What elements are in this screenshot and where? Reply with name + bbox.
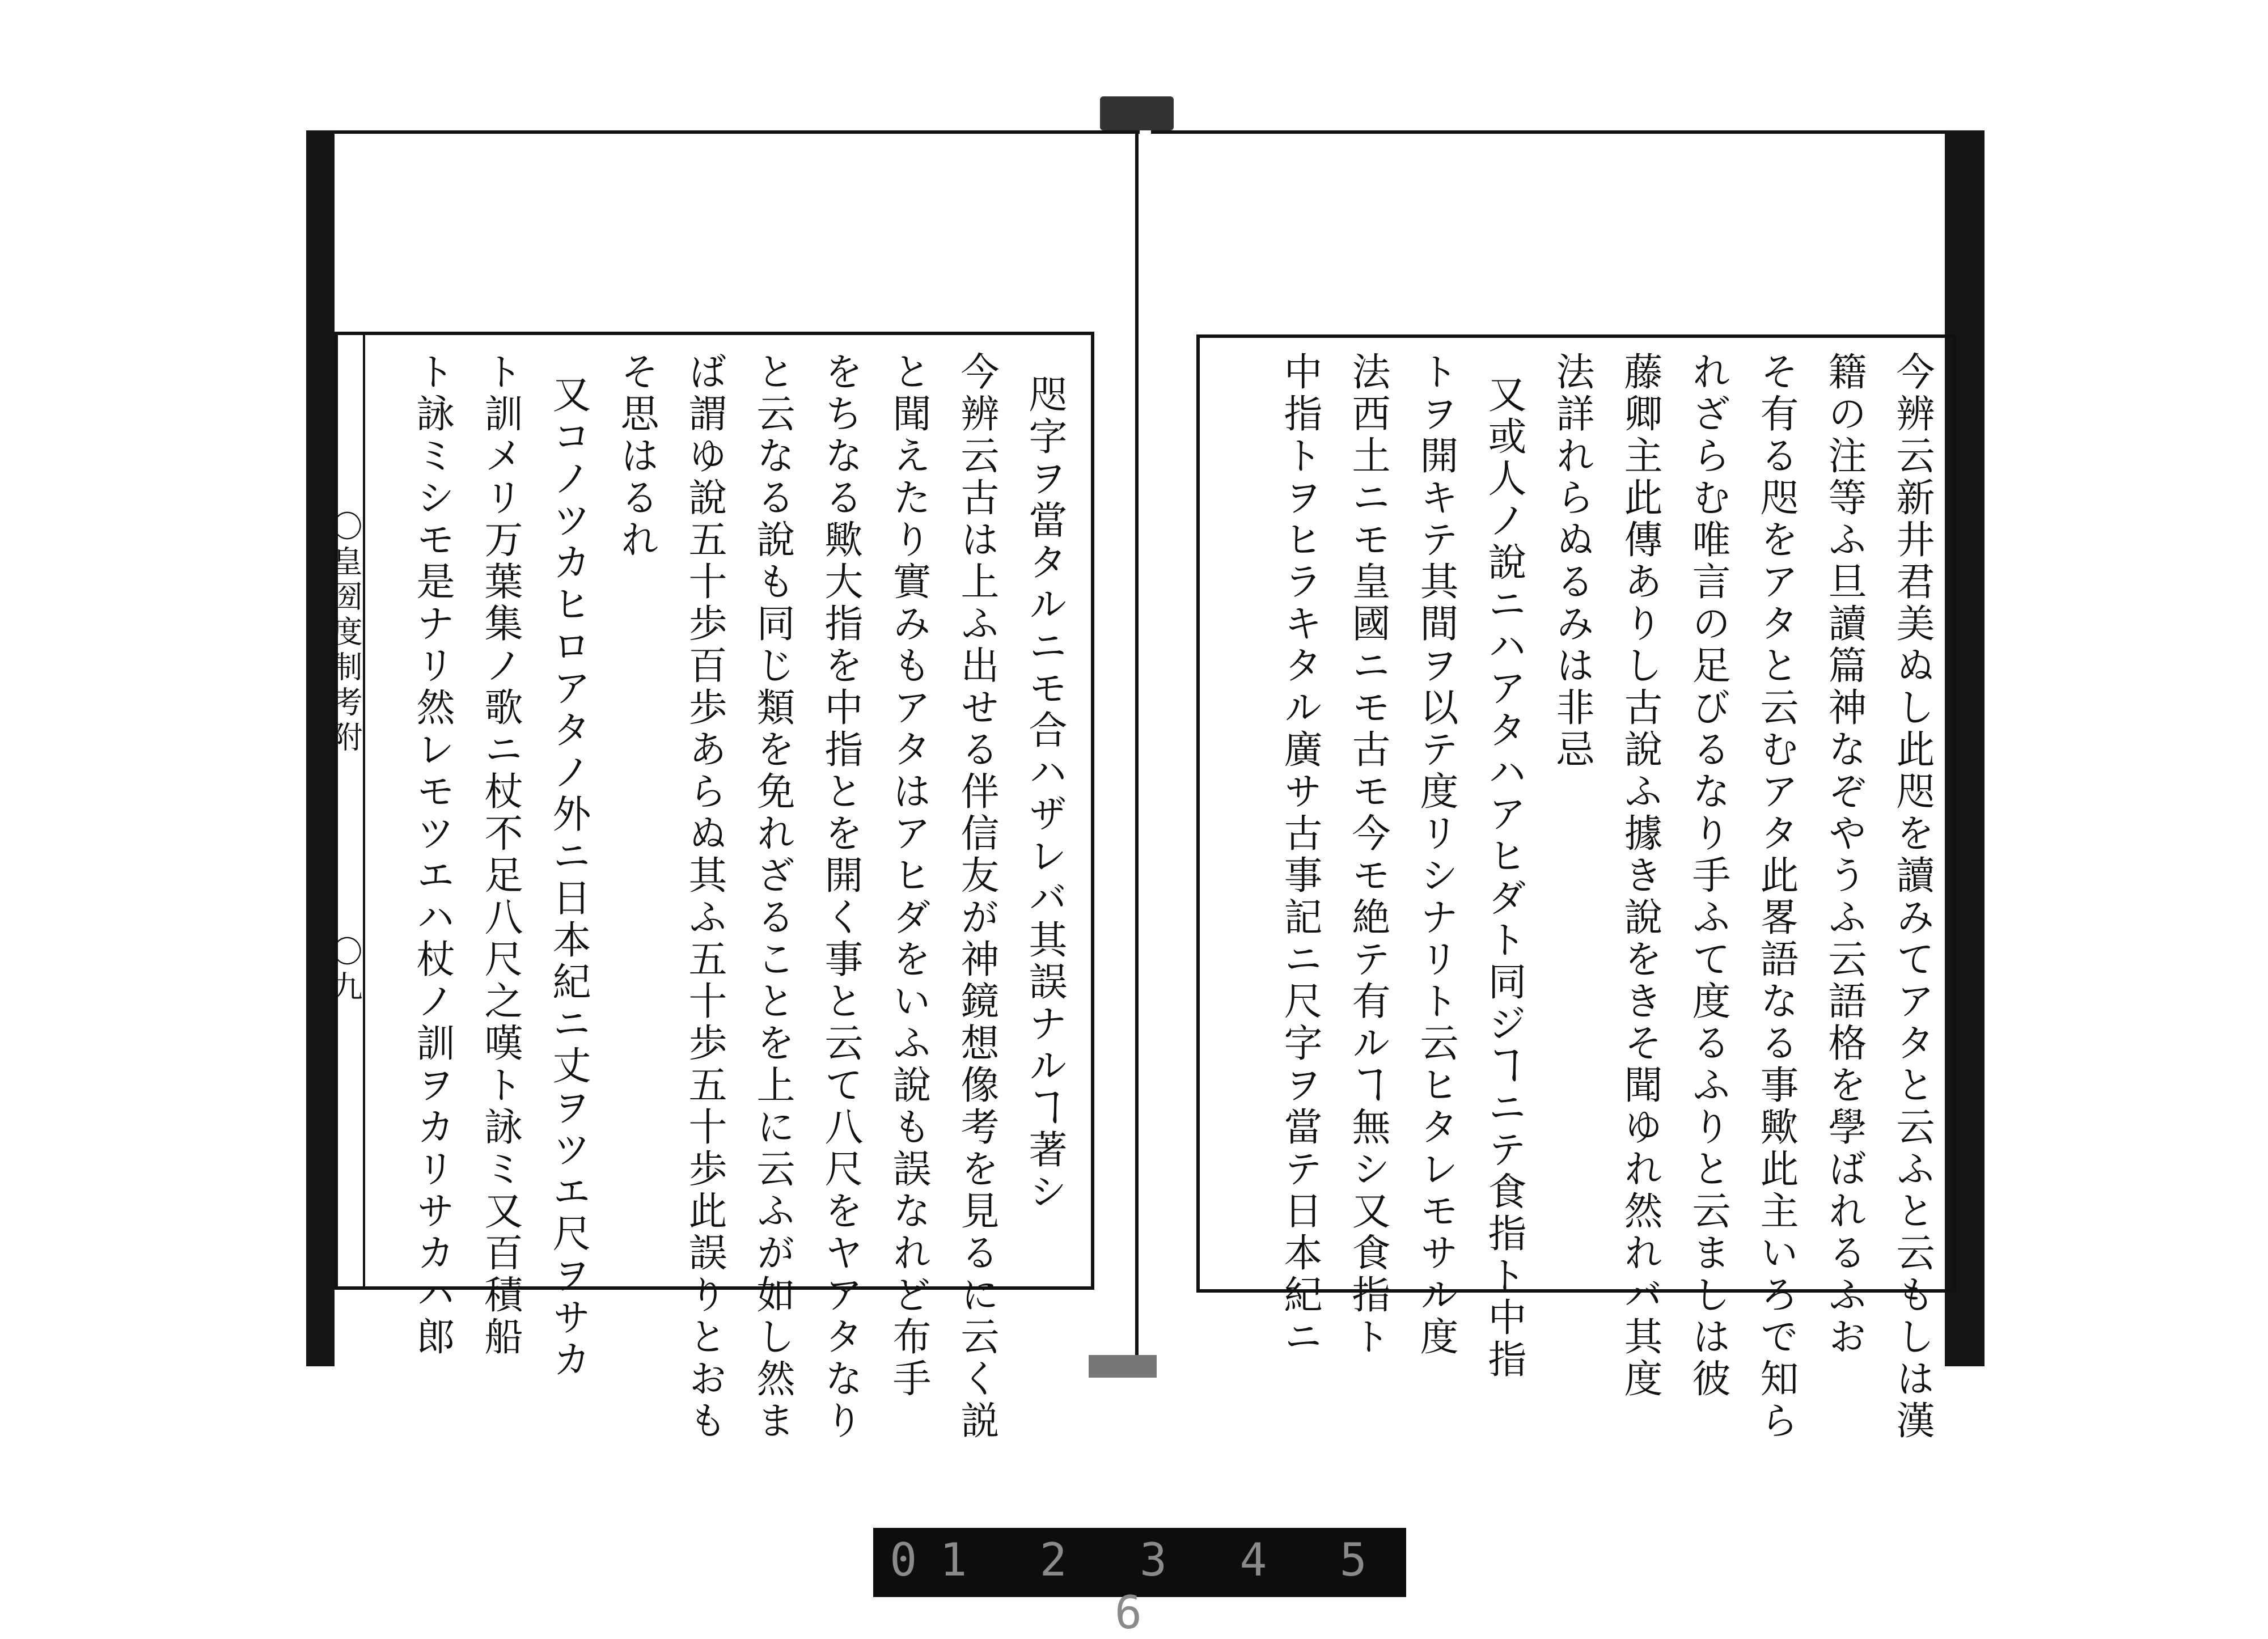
left-column-10: ト詠ミシモ是ナリ然レモツエハ杖ノ訓ヲカリサカハ郎 [410, 351, 455, 1358]
scale-bar [873, 1528, 1406, 1639]
left-column-7: そ思はるれ [614, 351, 659, 561]
page-number: 〇九 [327, 935, 363, 1006]
left-column-9: ト訓メリ万葉集ノ歌ニ杖不足八尺之嘆ト詠ミ又百積船 [478, 351, 523, 1358]
right-column-10: 中指トヲヒラキタル廣サ古事記ニ尺字ヲ當テ日本紀ニ [1277, 351, 1322, 1358]
gutter-line [1135, 130, 1139, 1366]
binding-mark-top [1100, 96, 1174, 130]
right-column-5: 藤卿主此傳ありし古說ふ據き說をきそ聞ゆれ然れバ其度 [1618, 351, 1662, 1400]
right-column-2: 籍の注等ふ旦讀篇神なぞやうふ云語格を學ばれるふお [1822, 351, 1867, 1358]
left-column-4: をちなる歟大指を中指とを開く事と云て八尺をヤアタなり [818, 351, 863, 1442]
right-column-6: 法詳れらぬるみは非忌 [1550, 351, 1594, 771]
right-column-9: 法西土ニモ皇國ニモ古モ今モ絶テ有ルヿ無シ又食指ト [1345, 351, 1390, 1358]
right-column-4: れざらむ唯言の足びるなり手ふて度るふりと云ましは彼 [1686, 351, 1730, 1400]
right-column-1: 今辨云新井君美ぬし此咫を讀みてアタと云ふと云もしは漢 [1890, 351, 1935, 1442]
right-page-text [1213, 351, 1945, 1442]
binding-mark-bottom [1089, 1355, 1157, 1378]
scale-bar-label: 01 2 3 4 5 6 [890, 1534, 1390, 1639]
right-column-3: そ有る咫をアタと云むアタ此畧語なる事歟此主いろで知ら [1754, 351, 1799, 1442]
left-page-text [380, 351, 1083, 1442]
right-column-7: 又或人ノ說ニハアタハアヒダト同ジヿニテ食指ト中指 [1482, 374, 1526, 1381]
left-column-1: 咫字ヲ當タルニモ合ハザレバ其誤ナルヿ著シ [1022, 374, 1067, 1213]
running-title: 〇皇圀度制考附 [327, 510, 363, 756]
left-column-5: と云なる說も同じ類を免れざることを上に云ふが如し然ま [750, 351, 795, 1442]
left-column-6: ば謂ゆ說五十歩百歩あらぬ其ふ五十歩五十歩此誤りとおも [682, 351, 727, 1442]
left-column-2: 今辨云古は上ふ出せる伴信友が神鏡想像考を見るに云く説 [954, 351, 999, 1442]
right-column-8: トヲ開キテ其間ヲ以テ度リシナリト云ヒタレモサル度 [1414, 351, 1458, 1358]
left-column-3: と聞えたり實みもアタはアヒダをいふ說も誤なれど布手 [886, 351, 931, 1400]
left-column-8: 又コノツカヒロアタノ外ニ日本紀ニ丈ヲツエ尺ヲサカ [546, 374, 591, 1381]
